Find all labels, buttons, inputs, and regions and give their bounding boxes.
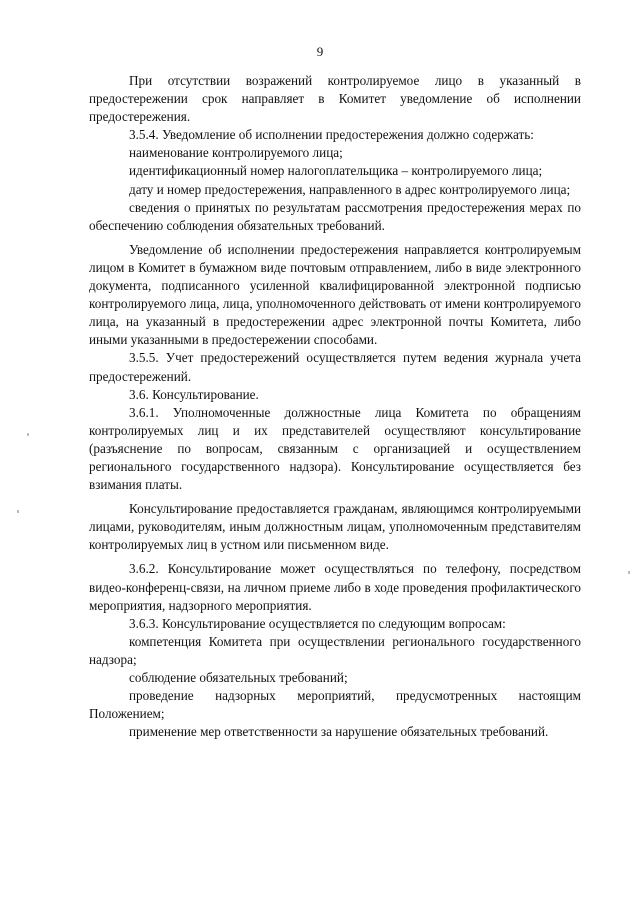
list-item-name: наименование контролируемого лица; <box>129 145 343 161</box>
paragraph-3-5-5: 3.5.5. Учет предостережений осуществляется путем ведения журнала учета предостережений. <box>89 350 581 384</box>
document-body <box>89 72 581 741</box>
list-item-measures: сведения о принятых по результатам рассмотрения предостережения мерах по обеспечению соблюдения обязательных требований. <box>89 199 581 233</box>
paragraph-3-6-2: 3.6.2. Консультирование может осуществляться по телефону, посредством видео-конференц-связи, на личном приеме либо в ходе проведения профилактического мероприятия, надзорного мероприятия. <box>89 561 581 613</box>
list-item-warning-date: дату и номер предостережения, направленного в адрес контролируемого лица; <box>129 181 571 197</box>
paragraph-consultation-recipients: Консультирование предоставляется гражданам, являющимся контролируемыми лицами, руководителям, иным должностным лицам, уполномоченным представителям контролируемых лиц в устном или письменном виде. <box>89 501 581 553</box>
paragraph-3-5-4: 3.5.4. Уведомление об исполнении предостережения должно содержать: <box>129 127 534 143</box>
paragraph-3-6-1: 3.6.1. Уполномоченные должностные лица Комитета по обращениям контролируемых лиц и их представителей осуществляют консультирование (разъяснение по вопросам, связанным с организацией и осуществлением регионального государственного надзора). Консультирование осуществляется без взимания платы. <box>89 404 581 493</box>
paragraph-3-6-3: 3.6.3. Консультирование осуществляется по следующим вопросам: <box>129 615 506 631</box>
list-item-inspections: проведение надзорных мероприятий, предусмотренных настоящим Положением; <box>89 688 581 722</box>
list-item-liability: применение мер ответственности за нарушение обязательных требований. <box>129 724 549 740</box>
section-heading-3-6: 3.6. Консультирование. <box>129 386 259 402</box>
list-item-competence: компетенция Комитета при осуществлении регионального государственного надзора; <box>89 633 581 667</box>
scan-speck <box>628 571 630 574</box>
paragraph-notice-delivery: Уведомление об исполнении предостережения направляется контролируемым лицом в Комитет в бумажном виде почтовым отправлением, либо в виде электронного документа, подписанного усиленной квалифицированной электронной подписью контролируемого лица, лица, уполномоченного действовать от имени контролируемого лица, на указанный в предостережении адрес электронной почты Комитета, либо иными указанными в предостережении способами. <box>89 241 581 348</box>
list-item-tax-id: идентификационный номер налогоплательщика – контролируемого лица; <box>129 163 543 179</box>
scan-speck <box>27 433 29 436</box>
scan-speck <box>17 510 19 513</box>
page-number: 9 <box>316 44 324 59</box>
list-item-compliance: соблюдение обязательных требований; <box>129 670 348 685</box>
paragraph-objection-notice: При отсутствии возражений контролируемое лицо в указанный в предостережении срок направляет в Комитет уведомление об исполнении предостережения. <box>89 73 581 125</box>
